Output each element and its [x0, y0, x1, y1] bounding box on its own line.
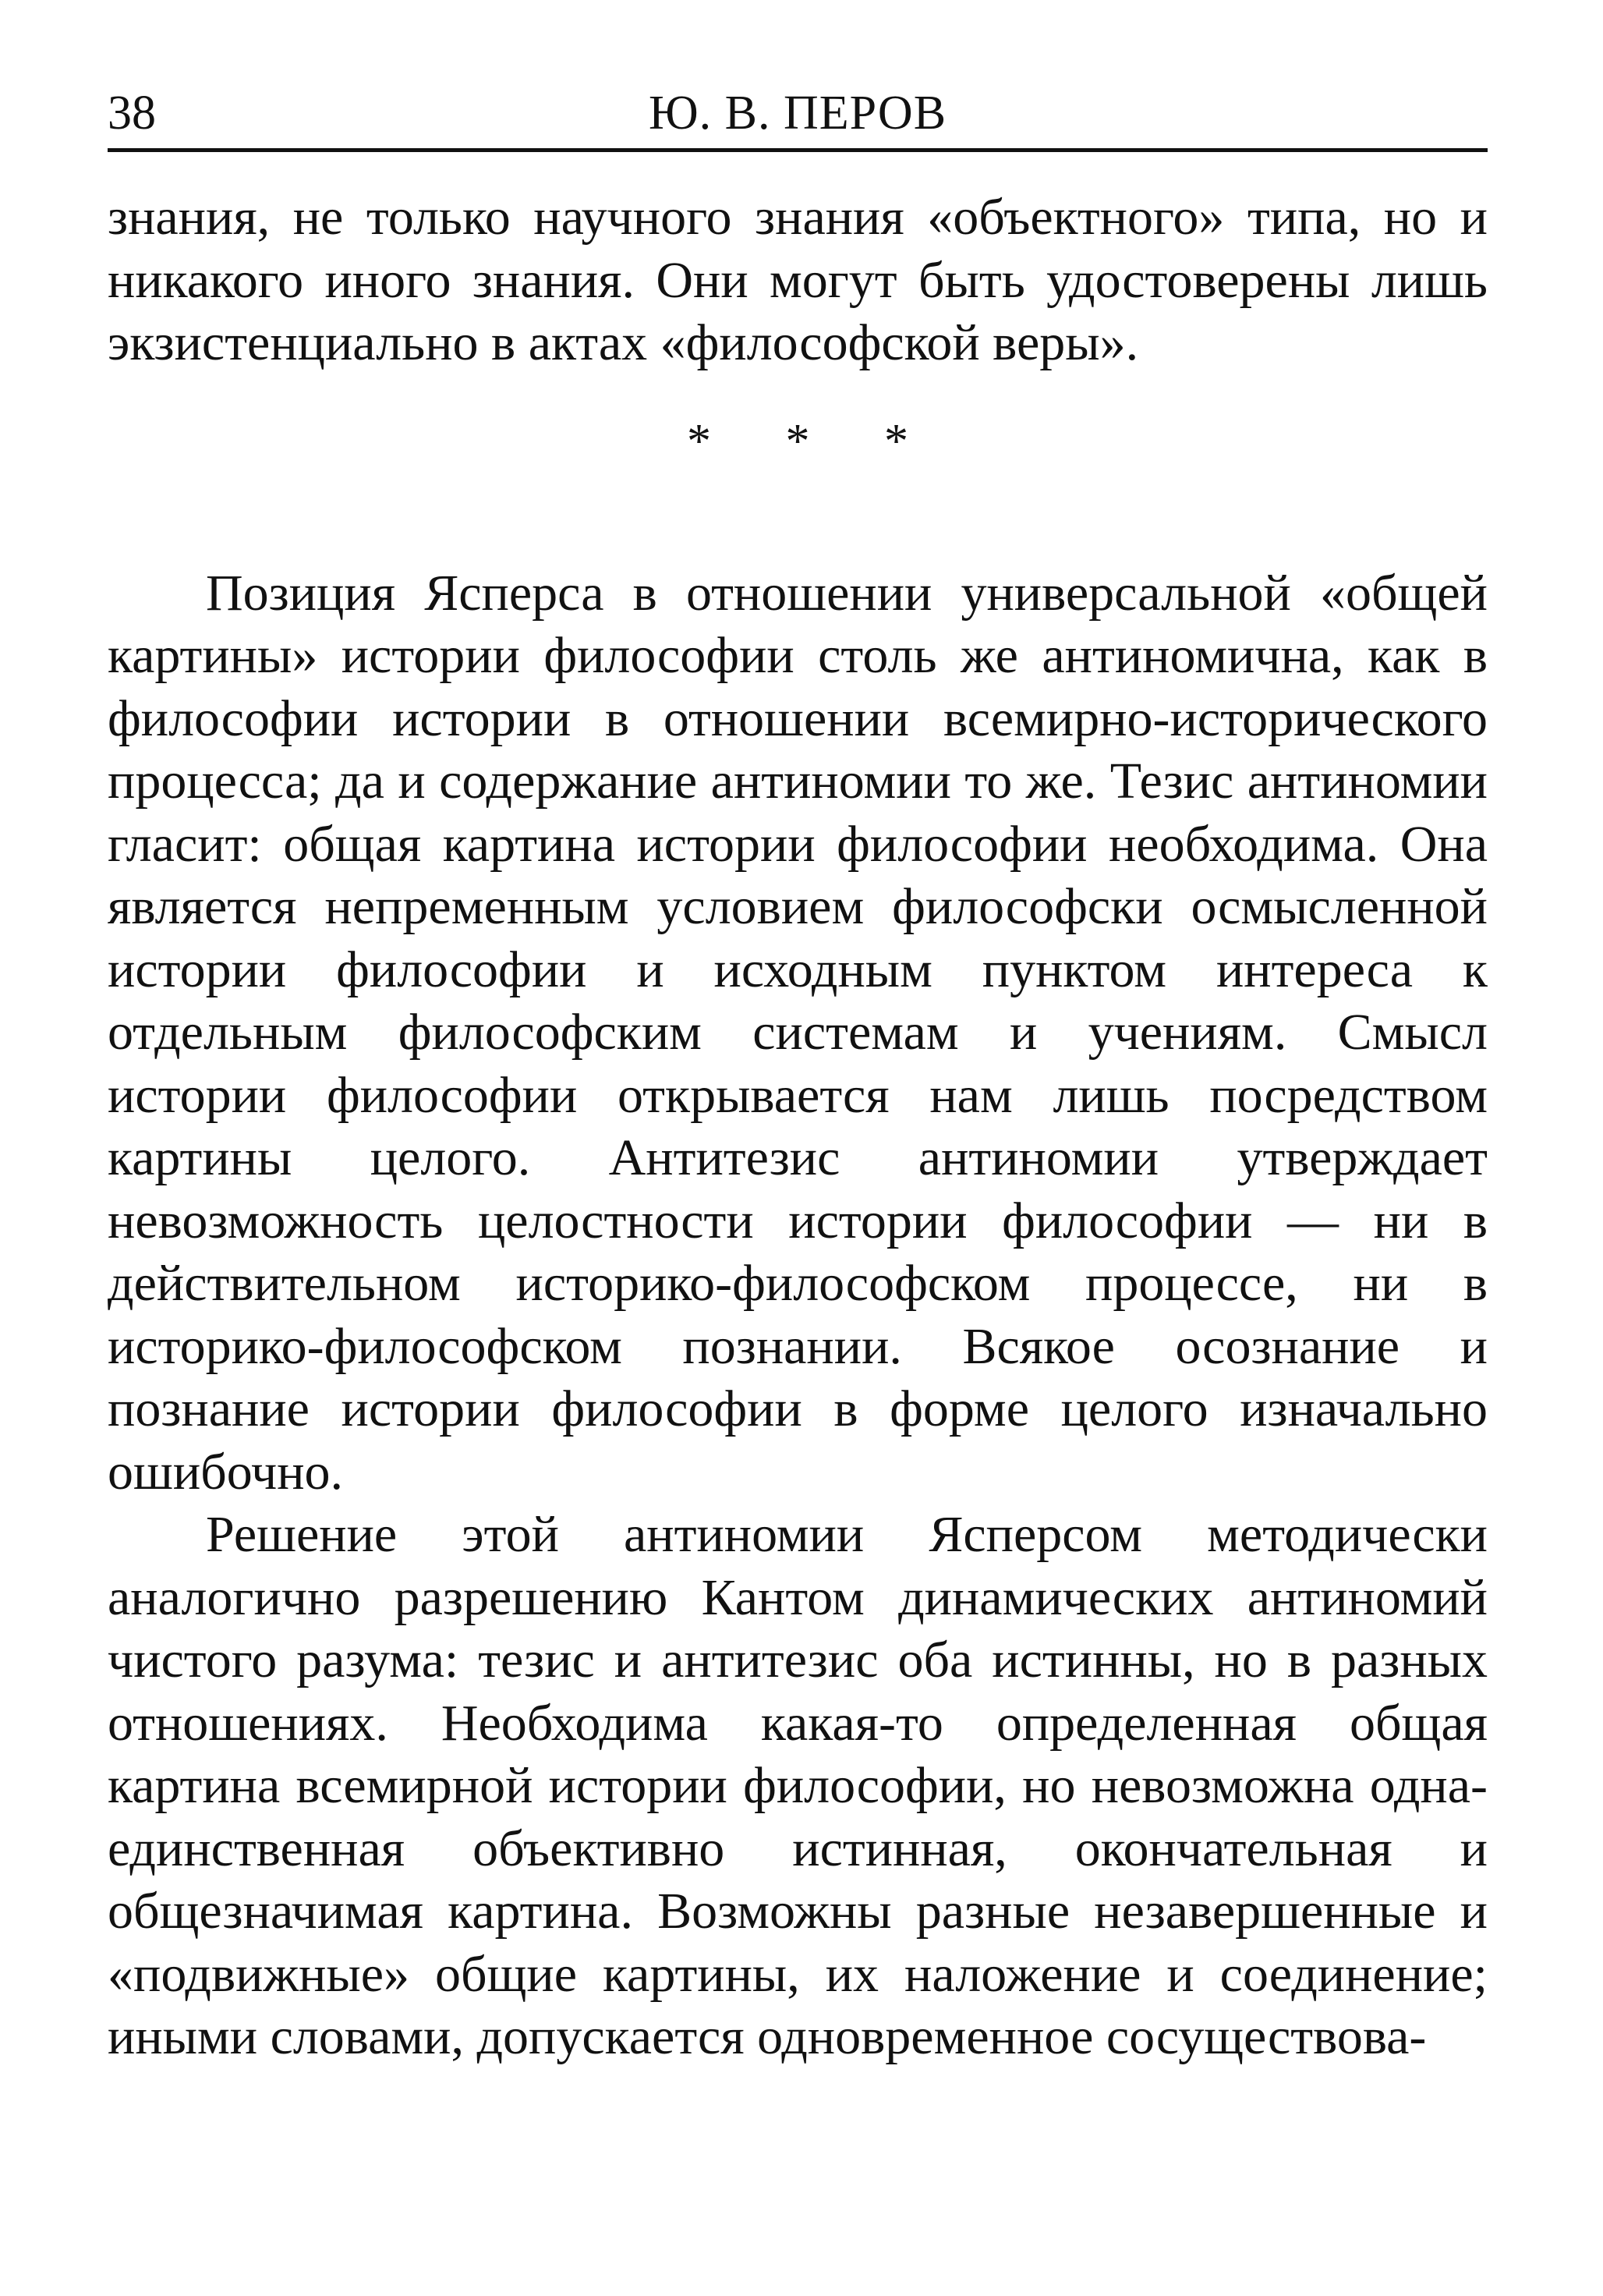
paragraph-jaspers-antinomy: Позиция Ясперса в отношении универсальной «общей картины» истории философии столь же антиномична, как в философии истории в отношении всемирно-исторического процесса; да и содержание антиномии то же. Тезис антиномии гласит: общая картина истории философии необходима. Она является непременным условием философски осмысленной истории философии и исходным пунктом интереса к отдельным философским системам и учениям. Смысл истории философии открывается нам лишь посредством картины целого. Антитезис антиномии утверждает невозможность целостности истории философии — ни в действительном историко-философском процессе, ни в историко-философском познании. Всякое осознание и познание истории философии в форме целого изначально ошибочно. [108, 564, 1488, 1501]
book-page [108, 78, 1488, 2069]
paragraph-antinomy-solution: Решение этой антиномии Ясперсом методически аналогично разрешению Кантом динамических антиномий чистого разума: тезис и антитезис оба истинны, но в разных отношениях. Необходима какая-то определенная общая картина всемирной истории философии, но невозможна одна-единственная объективно истинная, окончательная и общезначимая картина. Возможны разные незавершенные и «подвижные» общие картины, их наложение и соединение; иными словами, допускается одновременное сосуществова- [108, 1506, 1488, 2065]
paragraph-continuation: знания, не только научного знания «объектного» типа, но и никакого иного знания. Они могут быть удостоверены лишь экзистенциально в актах «философской веры». [108, 189, 1488, 371]
page-number: 38 [108, 87, 156, 140]
running-header [108, 78, 1488, 152]
body-text [108, 186, 1488, 2069]
running-title: Ю. В. ПЕРОВ [648, 87, 947, 140]
section-separator: * * * [687, 414, 940, 468]
